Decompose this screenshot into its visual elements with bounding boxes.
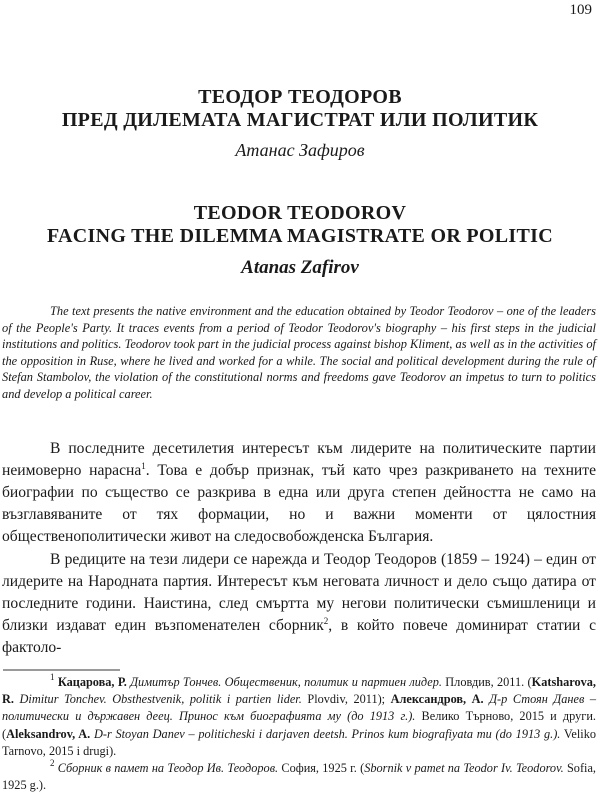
footnote-segment: D-r Stoyan Danev – politicheski i darjaven deetsh. Prinos kum biografiyata mu (do 1913 g.). [93, 726, 561, 741]
author-bg: Атанас Зафиров [235, 140, 365, 160]
footnote-segment: Д-р Стоян Данев – политически и държавен деец. Принос към биографията му (до 1913 г.). [2, 692, 596, 724]
footnote-ref-1[interactable]: 1 [141, 461, 146, 471]
footnote-segment: Велико Търново, 2015 и други. ( [2, 709, 597, 741]
footnote-1 [2, 674, 596, 760]
title-bg-line-1: ТЕОДОР ТЕОДОРОВ [198, 86, 402, 108]
footnote-divider [3, 669, 120, 671]
footnote-number: 1 [50, 672, 55, 682]
footnote-segment: Dimitur Tonchev. Obsthestvenik, politik i partien lider. [19, 692, 302, 707]
footnote-segment: Katsharova, R. [2, 675, 596, 707]
footnote-segment: Sofia, 1925 g.). [2, 761, 596, 793]
page-number: 109 [569, 2, 592, 18]
paragraph-text: В редиците на тези лидери се нарежда и Теодор Теодоров (1859 – 1924) – един от лидерите на Народната партия. Интересът към неговата личност и дело също датира от последните години. Наистина, след смъртта му негови политически съмишленици и близки издават един възпоменателен сборник [2, 551, 596, 634]
paragraph-text: , в който повече доминират статии с фактоло- [2, 617, 597, 656]
footnote-segment: Димитър Тончев. Общественик, политик и партиен лидер. [130, 675, 442, 689]
footnote-segment: Sbornik v pamet na Teodor Iv. Teodorov. [364, 761, 564, 776]
footnotes [2, 674, 596, 794]
footnote-ref-2[interactable]: 2 [323, 616, 329, 626]
footnote-segment: Veliko Tarnovo, 2015 i drugi). [2, 726, 596, 758]
title-bg-line-2: ПРЕД ДИЛЕМАТА МАГИСТРАТ ИЛИ ПОЛИТИК [61, 109, 539, 131]
footnote-2 [2, 760, 596, 794]
footnote-segment: Кацарова, Р. [54, 675, 131, 689]
footnote-segment: Александров, А. [390, 692, 484, 707]
paragraph-text: В последните десетилетия интересът към лидерите на политическите партии неимоверно нарасна [2, 440, 596, 479]
footnote-segment: Пловдив, 2011. ( [441, 675, 532, 689]
author-en: Atanas Zafirov [241, 257, 359, 278]
footnote-segment: Сборник в памет на Теодор Ив. Теодоров. [54, 761, 279, 776]
footnote-number: 2 [50, 758, 55, 769]
body-paragraph-1 [2, 438, 596, 548]
footnote-segment: София, 1925 г. ( [278, 761, 365, 776]
title-en-line-1: TEODOR TEODOROV [193, 202, 407, 224]
paragraph-text: . Това е добър признак, тъй като чрез разкриването на техните биографии по същество се разкрива в една или друга степен дейността не само на възглавяваните от тях формации, но и важни моменти от цялостния общественополитически живот на следосвобожденска България. [2, 462, 596, 545]
footnote-segment: Aleksandrov, A. [6, 726, 91, 741]
footnote-segment: Plovdiv, 2011); [301, 692, 391, 707]
abstract: The text presents the native environment and the education obtained by Teodor Teodorov – one of the leaders of the People's Party. It traces events from a period of Teodor Teodorov's biography – his first steps in the judicial institutions and politics. Teodorov took part in the judicial process against bishop Kliment, as well as in the activities of the opposition in Ruse, where he lived and worked for a while. The social and political development during the rule of Stefan Stambolov, the violation of the constitutional norms and freedoms gave Teodorov an impetus to turn to politics and develop a political career. [2, 304, 596, 401]
body-paragraph-2 [2, 549, 596, 659]
title-en-line-2: FACING THE DILEMMA MAGISTRATE OR POLITIC [47, 225, 553, 247]
